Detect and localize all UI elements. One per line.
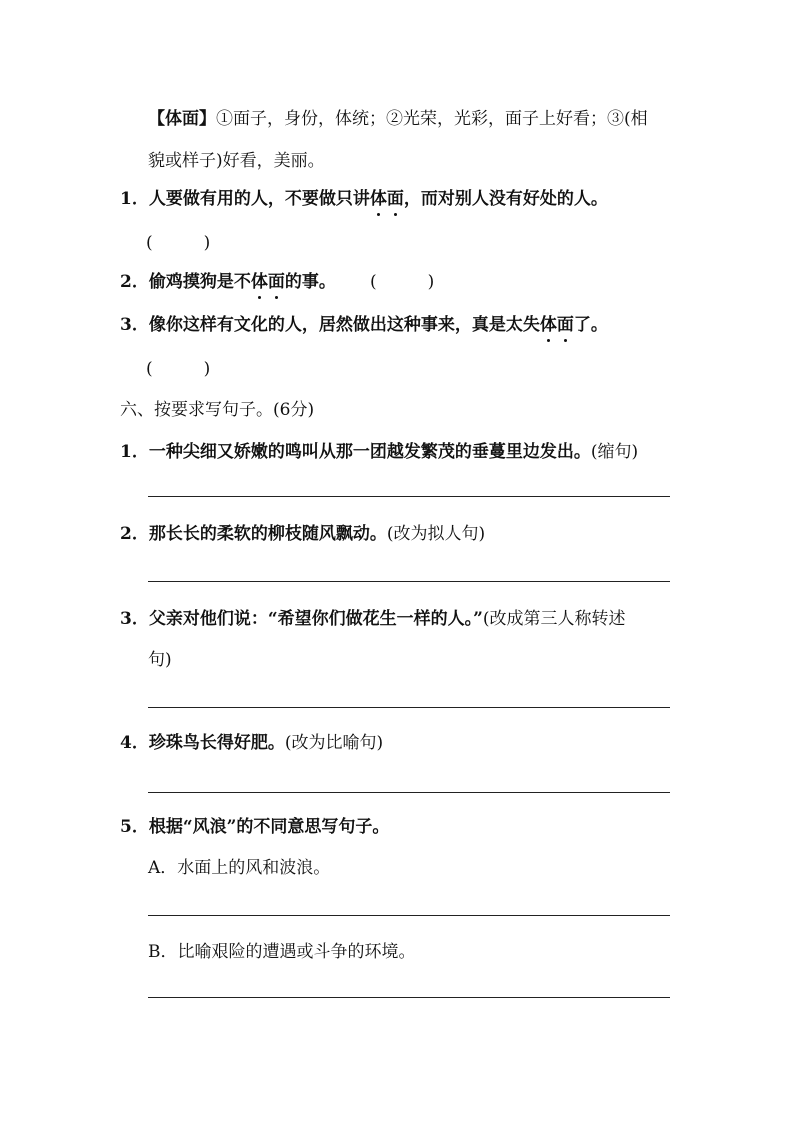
answer-blank-1[interactable]: ( )	[146, 233, 211, 253]
dotted-char: 体	[250, 272, 268, 292]
question-2: 2．偷鸡摸狗是不体面的事。	[120, 272, 336, 292]
answer-line-5a[interactable]	[148, 915, 670, 916]
question-number: 2．	[120, 272, 149, 292]
definition-text-2: 貌或样子)好看，美丽。	[148, 151, 325, 171]
section-title: 六、按要求写句子。(6分)	[120, 400, 315, 420]
definition-text-1: ①面子，身份，体统；②光荣，光彩，面子上好看；③(相	[216, 109, 648, 129]
rewrite-question-3-cont: 句)	[148, 650, 172, 670]
dotted-char: 面	[556, 315, 574, 335]
option-b: B．比喻艰险的遭遇或斗争的环境。	[148, 942, 416, 962]
rewrite-question-5: 5．根据“风浪”的不同意思写句子。	[120, 817, 390, 837]
answer-blank-2[interactable]: ( )	[370, 272, 435, 292]
rewrite-question-3: 3．父亲对他们说：“希望你们做花生一样的人。”(改成第三人称转述	[120, 609, 626, 629]
rewrite-question-1: 1．一种尖细又娇嫩的鸣叫从那一团越发繁茂的垂蔓里边发出。(缩句)	[120, 442, 639, 462]
question-number: 1．	[120, 189, 149, 209]
answer-line-1[interactable]	[148, 496, 670, 497]
answer-blank-3[interactable]: ( )	[146, 359, 211, 379]
option-a: A．水面上的风和波浪。	[148, 858, 331, 878]
question-1: 1．人要做有用的人，不要做只讲体面，而对别人没有好处的人。	[120, 189, 608, 209]
dotted-char: 体	[369, 189, 387, 209]
dotted-char: 面	[386, 189, 404, 209]
definition-label: 【体面】	[148, 109, 216, 129]
rewrite-question-2: 2．那长长的柔软的柳枝随风飘动。(改为拟人句)	[120, 524, 486, 544]
answer-line-5b[interactable]	[148, 997, 670, 998]
definition-line-1	[148, 107, 648, 131]
answer-line-2[interactable]	[148, 581, 670, 582]
answer-line-4[interactable]	[148, 792, 670, 793]
question-number: 3．	[120, 315, 149, 335]
answer-line-3[interactable]	[148, 707, 670, 708]
question-3: 3．像你这样有文化的人，居然做出这种事来，真是太失体面了。	[120, 315, 608, 335]
rewrite-question-4: 4．珍珠鸟长得好肥。(改为比喻句)	[120, 733, 384, 753]
dotted-char: 体	[539, 315, 557, 335]
dotted-char: 面	[267, 272, 285, 292]
